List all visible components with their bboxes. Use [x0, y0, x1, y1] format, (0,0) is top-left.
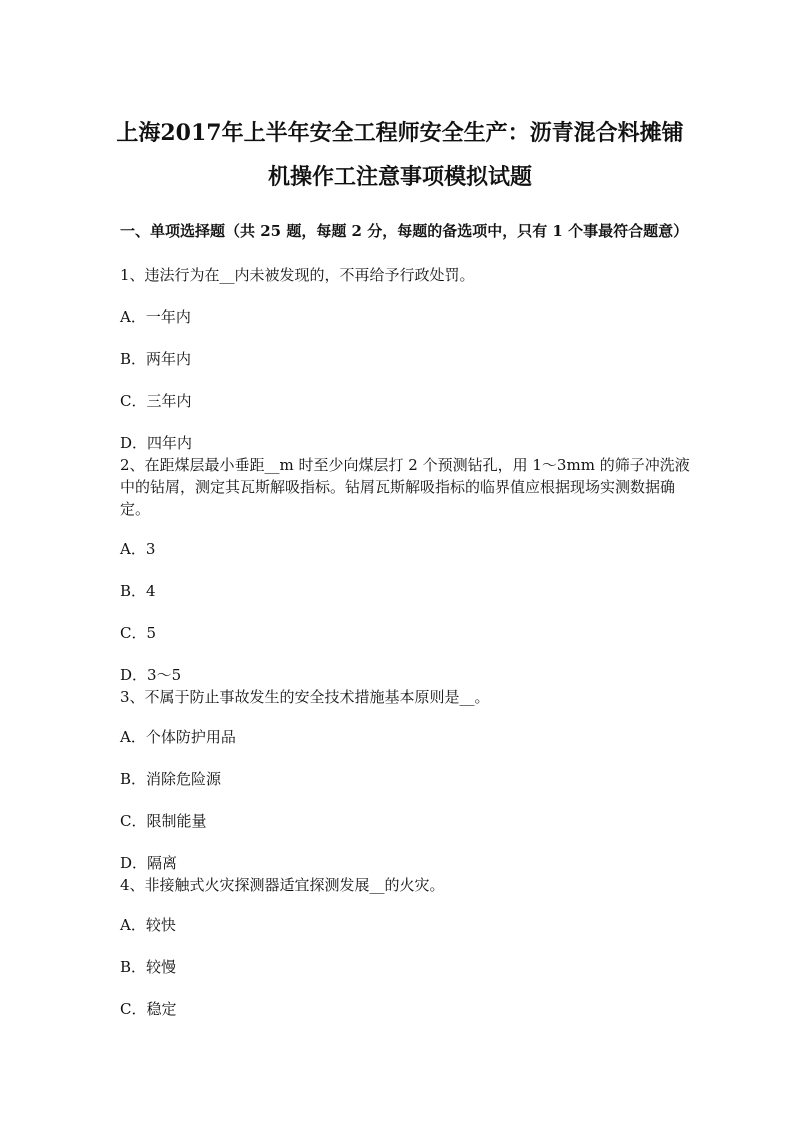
question-2-option-d: D．3～5 [120, 666, 182, 684]
question-4-option-c: C．稳定 [120, 1000, 177, 1018]
question-2-option-c: C．5 [120, 624, 157, 642]
question-4-option-a: A．较快 [120, 916, 176, 934]
question-1-option-d: D．四年内 [120, 434, 193, 452]
question-2-text: 2、在距煤层最小垂距__m 时至少向煤层打 2 个预测钻孔，用 1～3mm 的筛子冲洗液中的钻屑，测定其瓦斯解吸指标。钻屑瓦斯解吸指标的临界值应根据现场实测数据确定。 [120, 456, 690, 518]
question-3-option-d: D．隔离 [120, 854, 178, 872]
question-2-option-b: B．4 [120, 582, 156, 600]
question-3-text: 3、不属于防止事故发生的安全技术措施基本原则是__。 [120, 688, 490, 706]
question-1-option-c: C．三年内 [120, 392, 192, 410]
question-1-option-b: B．两年内 [120, 350, 192, 368]
question-2-option-a: A．3 [120, 540, 156, 558]
question-1-text: 1、违法行为在__内未被发现的，不再给予行政处罚。 [120, 266, 475, 284]
section-heading: 一、单项选择题（共 25 题，每题 2 分，每题的备选项中，只有 1 个事最符合题意） [120, 222, 689, 240]
question-1-option-a: A．一年内 [120, 308, 191, 326]
document-title-line-2: 机操作工注意事项模拟试题 [267, 164, 532, 190]
question-4-option-b: B．较慢 [120, 958, 177, 976]
question-4-text: 4、非接触式火灾探测器适宜探测发展__的火灾。 [120, 876, 445, 894]
document-title-line-1: 上海2017年上半年安全工程师安全生产：沥青混合料摊铺 [116, 120, 684, 146]
question-3-option-b: B．消除危险源 [120, 770, 222, 788]
question-3-option-c: C．限制能量 [120, 812, 207, 830]
question-3-option-a: A．个体防护用品 [120, 728, 236, 746]
